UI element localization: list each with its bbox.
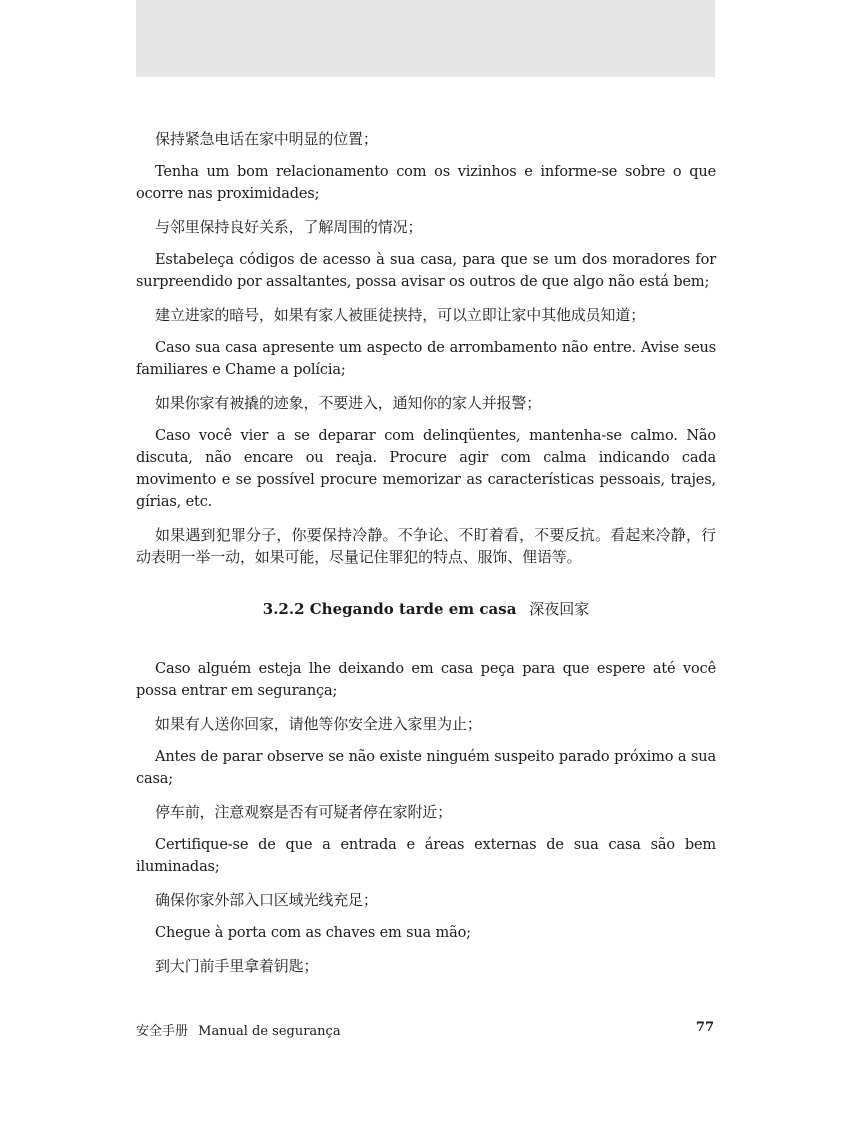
paragraph-pt: Tenha um bom relacionamento com os vizinhos e informe-se sobre o que ocorre nas proximidades; — [136, 164, 716, 202]
section-title-zh: 深夜回家 — [529, 600, 590, 618]
footer-title — [136, 1020, 341, 1039]
paragraph-zh: 与邻里保持良好关系，了解周围的情况； — [155, 218, 423, 236]
paragraph-zh: 停车前，注意观察是否有可疑者停在家附近； — [155, 803, 453, 821]
header-band — [136, 0, 715, 77]
section-title: 3.2.2 Chegando tarde em casa — [262, 600, 517, 618]
paragraph-pt: Caso alguém esteja lhe deixando em casa peça para que espere até você possa entrar em segurança; — [136, 661, 716, 699]
paragraphs-bottom — [136, 658, 716, 977]
paragraph-zh: 确保你家外部入口区域光线充足； — [155, 891, 378, 909]
paragraph-pt: Estabeleça códigos de acesso à sua casa, para que se um dos moradores for surpreendido por assaltantes, possa avisar os outros de que algo não está bem; — [136, 252, 716, 290]
paragraph-zh: 如果有人送你回家，请他等你安全进入家里为止； — [155, 715, 482, 733]
paragraph-zh: 保持紧急电话在家中明显的位置； — [155, 130, 378, 148]
paragraph-zh: 如果你家有被撬的迹象，不要进入，通知你的家人并报警； — [155, 394, 542, 412]
paragraph-pt: Antes de parar observe se não existe ninguém suspeito parado próximo a sua casa; — [136, 749, 716, 787]
page-footer — [136, 1018, 716, 1042]
page-content — [136, 128, 716, 988]
paragraph-pt: Chegue à porta com as chaves em sua mão; — [155, 925, 471, 941]
paragraph-zh: 如果遇到犯罪分子，你要保持冷静。不争论、不盯着看，不要反抗。看起来冷静，行动表明一举一动，如果可能，尽量记住罪犯的特点、服饰、俚语等。 — [136, 526, 716, 566]
paragraph-zh: 建立进家的暗号，如果有家人被匪徒挟持，可以立即让家中其他成员知道； — [155, 306, 646, 324]
paragraphs-top — [136, 128, 716, 568]
section-heading — [136, 598, 716, 620]
paragraph-pt: Caso sua casa apresente um aspecto de arrombamento não entre. Avise seus familiares e Chame a polícia; — [136, 340, 716, 378]
footer-title-pt: Manual de segurança — [198, 1024, 341, 1039]
paragraph-pt: Caso você vier a se deparar com delinqüentes, mantenha-se calmo. Não discuta, não encare ou reaja. Procure agir com calma indicando cada movimento e se possível procure memorizar as características pessoais, trajes, gírias, etc. — [136, 428, 716, 510]
paragraph-zh: 到大门前手里拿着钥匙； — [155, 957, 319, 975]
footer-title-zh: 安全手册 — [136, 1024, 189, 1039]
paragraph-pt: Certifique-se de que a entrada e áreas externas de sua casa são bem iluminadas; — [136, 837, 716, 875]
page-number: 77 — [695, 1020, 714, 1035]
